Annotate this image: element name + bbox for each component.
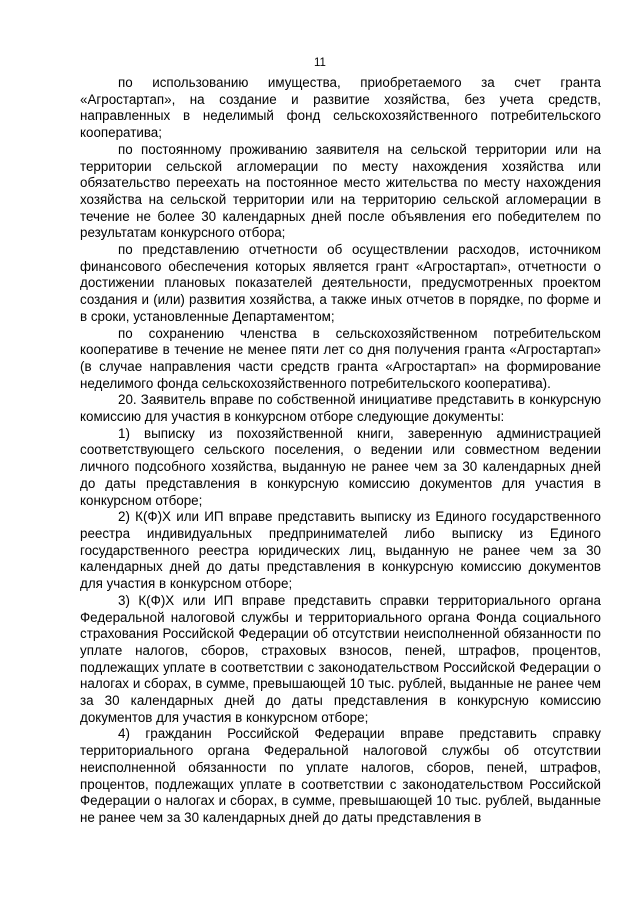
list-item-3: 3) К(Ф)Х или ИП вправе представить справки территориального органа Федеральной налоговой службы и территориального органа Фонда социального страхования Российской Федерации об отсутствии неисполненной обязанности по уплате налогов, сборов, страховых взносов, пеней, штрафов, процентов, подлежащих уплате в соответствии с законодательством Российской Федерации о налогах и сборах, в сумме, превышающей 10 тыс. рублей, выданные не ранее чем за 30 календарных дней до даты представления в конкурсную комиссию документов для участия в конкурсном отборе; [80, 592, 601, 725]
paragraph-cooperative-membership: по сохранению членства в сельскохозяйственном потребительском кооперативе в течение не менее пяти лет со дня получения гранта «Агростартап» (в случае направления части средств гранта «Агростартап» на формирование неделимого фонда сельскохозяйственного потребительского кооператива). [80, 325, 601, 391]
paragraph-residence: по постоянному проживанию заявителя на сельской территории или на территории сельской агломерации по месту нахождения хозяйства или обязательство переехать на постоянное место жительства по месту нахождения хозяйства на сельской территории или на территорию сельской агломерации в течение не более 30 календарных дней после объявления его победителем по результатам конкурсного отбора; [80, 141, 601, 241]
list-item-4: 4) гражданин Российской Федерации вправе представить справку территориального органа Федеральной налоговой службы об отсутствии неисполненной обязанности по уплате налогов, сборов, пеней, штрафов, процентов, подлежащих уплате в соответствии с законодательством Российской Федерации о налогах и сборах, в сумме, превышающей 10 тыс. рублей, выданные не ранее чем за 30 календарных дней до даты представления в [80, 726, 601, 825]
paragraph-reporting: по представлению отчетности об осуществлении расходов, источником финансового обеспечения которых является грант «Агростартап», отчетности о достижении плановых показателей деятельности, предусмотренных проектом создания и (или) развития хозяйства, а также иных отчетов в порядке, по форме и в сроки, установленные Департаментом; [80, 242, 601, 324]
list-item-1: 1) выписку из похозяйственной книги, заверенную администрацией соответствующего сельского поселения, о ведении или совместном ведении личного подсобного хозяйства, выданную не ранее чем за 30 календарных дней до даты представления в конкурсную комиссию документов для участия в конкурсном отборе; [80, 425, 601, 508]
page-number: 11 [314, 57, 326, 69]
list-item-2: 2) К(Ф)Х или ИП вправе представить выписку из Единого государственного реестра индивидуальных предпринимателей либо выписку из Единого государственного реестра юридических лиц, выданную не ранее чем за 30 календарных дней до даты представления в конкурсную комиссию документов для участия в конкурсном отборе; [80, 509, 601, 592]
paragraph-property-use: по использованию имущества, приобретаемого за счет гранта «Агростартап», на создание и развитие хозяйства, без учета средств, направленных в неделимый фонд сельскохозяйственного потребительского кооператива; [80, 75, 601, 141]
paragraph-clause-20: 20. Заявитель вправе по собственной инициативе представить в конкурсную комиссию для участия в конкурсном отборе следующие документы: [80, 392, 601, 425]
document-body [80, 75, 601, 827]
